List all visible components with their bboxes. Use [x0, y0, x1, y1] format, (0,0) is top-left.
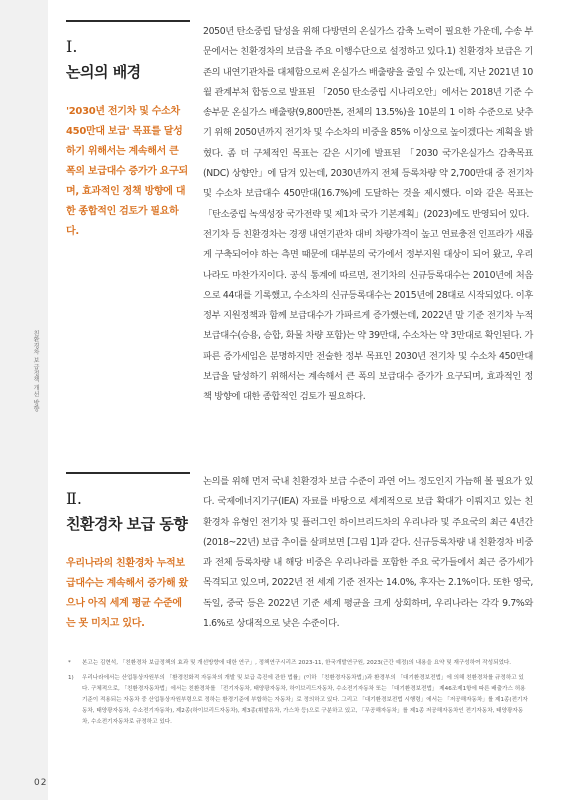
- section-highlight: 우리나라의 친환경차 누적보급대수는 계속해서 증가해 왔으나 아직 세계 평균 수준에는 못 미치고 있다.: [66, 558, 188, 629]
- footnote: [68, 673, 530, 728]
- sidebar-band: [0, 0, 48, 800]
- section-rule: [66, 20, 190, 22]
- section-numeral: Ⅱ.: [66, 489, 82, 508]
- footnote-text: 우리나라에서는 산업통상자원부의 「환경친화적 자동차의 개발 및 보급 촉진에 관한 법률」(이하 「친환경자동차법」)과 환경부의 「대기환경보전법」에 의해 친환경차를 규정하고 있다. 구체적으로, 「친환경자동차법」에서는 친환경차를 「전기자동차, 태양광자동차, 하이브리드자동차, 수소전기자동차 또는 「대기환경보전법」 제46조제1항에 따른 배출가스 허용기준이 적용되는 자동차 중 산업통상자원부령으로 정하는 환경기준에 부합하는 자동차」로 정의하고 있다. 그리고 「대기환경보전법 시행령」에서는 「저공해자동차」를 제1종(전기자동차, 태양광자동차, 수소전기자동차), 제2종(하이브리드자동차), 제3종(휘발유차, 가스차 등)으로 구분하고 있고, 「무공해자동차」를 제1종 저공해자동차인 전기자동차, 태양광자동차, 수소전기자동차로 규정하고 있다.: [82, 675, 528, 725]
- section-title: 친환경차 보급 동향: [66, 515, 188, 533]
- footnote-text: 본고는 김현석, 「친환경차 보급정책의 효과 및 개선방향에 대한 연구」, 정책연구시리즈 2023-11, 한국개발연구원, 2023(근간 예정)의 내용을 요약 및 재구성하여 작성되었다.: [82, 660, 512, 666]
- running-title: 친환경차 보급정책 개선 방향: [32, 330, 39, 413]
- section-highlight: '2030년 전기차 및 수소차 450만대 보급' 목표를 달성하기 위해서는 계속해서 큰 폭의 보급대수 증가가 요구되며, 효과적인 정책 방향에 대한 종합적인 검토가 필요하다.: [66, 106, 188, 237]
- footnote-mark: *: [68, 660, 71, 666]
- section-2-heading: [66, 472, 190, 634]
- section-title: 논의의 배경: [66, 63, 141, 81]
- section-numeral: Ⅰ.: [66, 37, 78, 56]
- section-1-heading: [66, 20, 190, 242]
- footnote-mark: 1): [68, 675, 74, 681]
- page-number: 02: [34, 778, 48, 788]
- footnotes: [68, 658, 530, 728]
- paragraph: 전기차 등 친환경차는 경쟁 내연기관차 대비 차량가격이 높고 연료충전 인프라가 새롭게 구축되어야 하는 측면 때문에 대부분의 국가에서 정부지원 대상이 되어 왔고, 우리나라도 마찬가지이다. 공식 통계에 따르면, 전기차의 신규등록대수는 2010년에 처음으로 44대를 기록했고, 수소차의 신규등록대수는 2015년에 28대로 시작되었다. 이후 정부 지원정책과 함께 보급대수가 가파르게 증가했는데, 2022년 말 기준 전기차 누적보급대수(승용, 승합, 화물 차량 포함)는 약 39만대, 수소차는 약 3만대로 확인된다. 가파른 증가세임은 분명하지만 전술한 정부 목표인 2030년 전기차 및 수소차 450만대 보급을 달성하기 위해서는 계속해서 큰 폭의 보급대수 증가가 요구되며, 효과적인 정책 방향에 대한 종합적인 검토가 필요하다.: [203, 228, 533, 403]
- section-1-body: [203, 22, 533, 408]
- footnote: [68, 658, 530, 669]
- section-2-body: [203, 472, 533, 634]
- section-rule: [66, 472, 190, 474]
- paragraph: 2050년 탄소중립 달성을 위해 다방면의 온실가스 감축 노력이 필요한 가운데, 수송 부문에서는 친환경차의 보급을 주요 이행수단으로 설정하고 있다.1) 친환경차 보급은 기존의 내연기관차를 대체함으로써 온실가스 배출량을 줄일 수 있는데, 지난 2021년 10월 관계부처 합동으로 발표된 「2050 탄소중립 시나리오안」에서는 2018년 기준 수송부문 온실가스 배출량(9,800만톤, 전체의 13.5%)을 10분의 1 이하 수준으로 낮추기 위해 2050년까지 전기차 및 수소차의 비중을 85% 이상으로 높이겠다는 계획을 밝혔다. 좀 더 구체적인 목표는 같은 시기에 발표된 「2030 국가온실가스 감축목표(NDC) 상향안」에 담겨 있는데, 2030년까지 전체 등록차량 약 2,700만대 중 전기차 및 수소차 보급대수 450만대(16.7%)에 도달하는 것을 제시했다. 이와 같은 목표는 「탄소중립 녹색성장 국가전략 및 제1차 국가 기본계획」(2023)에도 반영되어 있다.: [203, 26, 533, 220]
- paragraph: 논의를 위해 먼저 국내 친환경차 보급 수준이 과연 어느 정도인지 가늠해 볼 필요가 있다. 국제에너지기구(IEA) 자료를 바탕으로 세계적으로 보급 확대가 이뤄지고 있는 친환경차 유형인 전기차 및 플러그인 하이브리드차의 우리나라 및 주요국의 최근 4년간(2018~22년) 보급 추이를 살펴보면 [그림 1]과 같다. 신규등록차량 내 친환경차 비중과 전체 등록차량 내 해당 비중은 우리나라를 포함한 주요 국가들에서 최근 증가세가 목격되고 있으며, 2022년 전 세계 기준 전자는 14.0%, 후자는 2.1%이다. 또한 영국, 독일, 중국 등은 2022년 기준 세계 평균을 크게 상회하며, 우리나라는 각각 9.7%와 1.6%로 상대적으로 낮은 수준이다.: [203, 476, 533, 630]
